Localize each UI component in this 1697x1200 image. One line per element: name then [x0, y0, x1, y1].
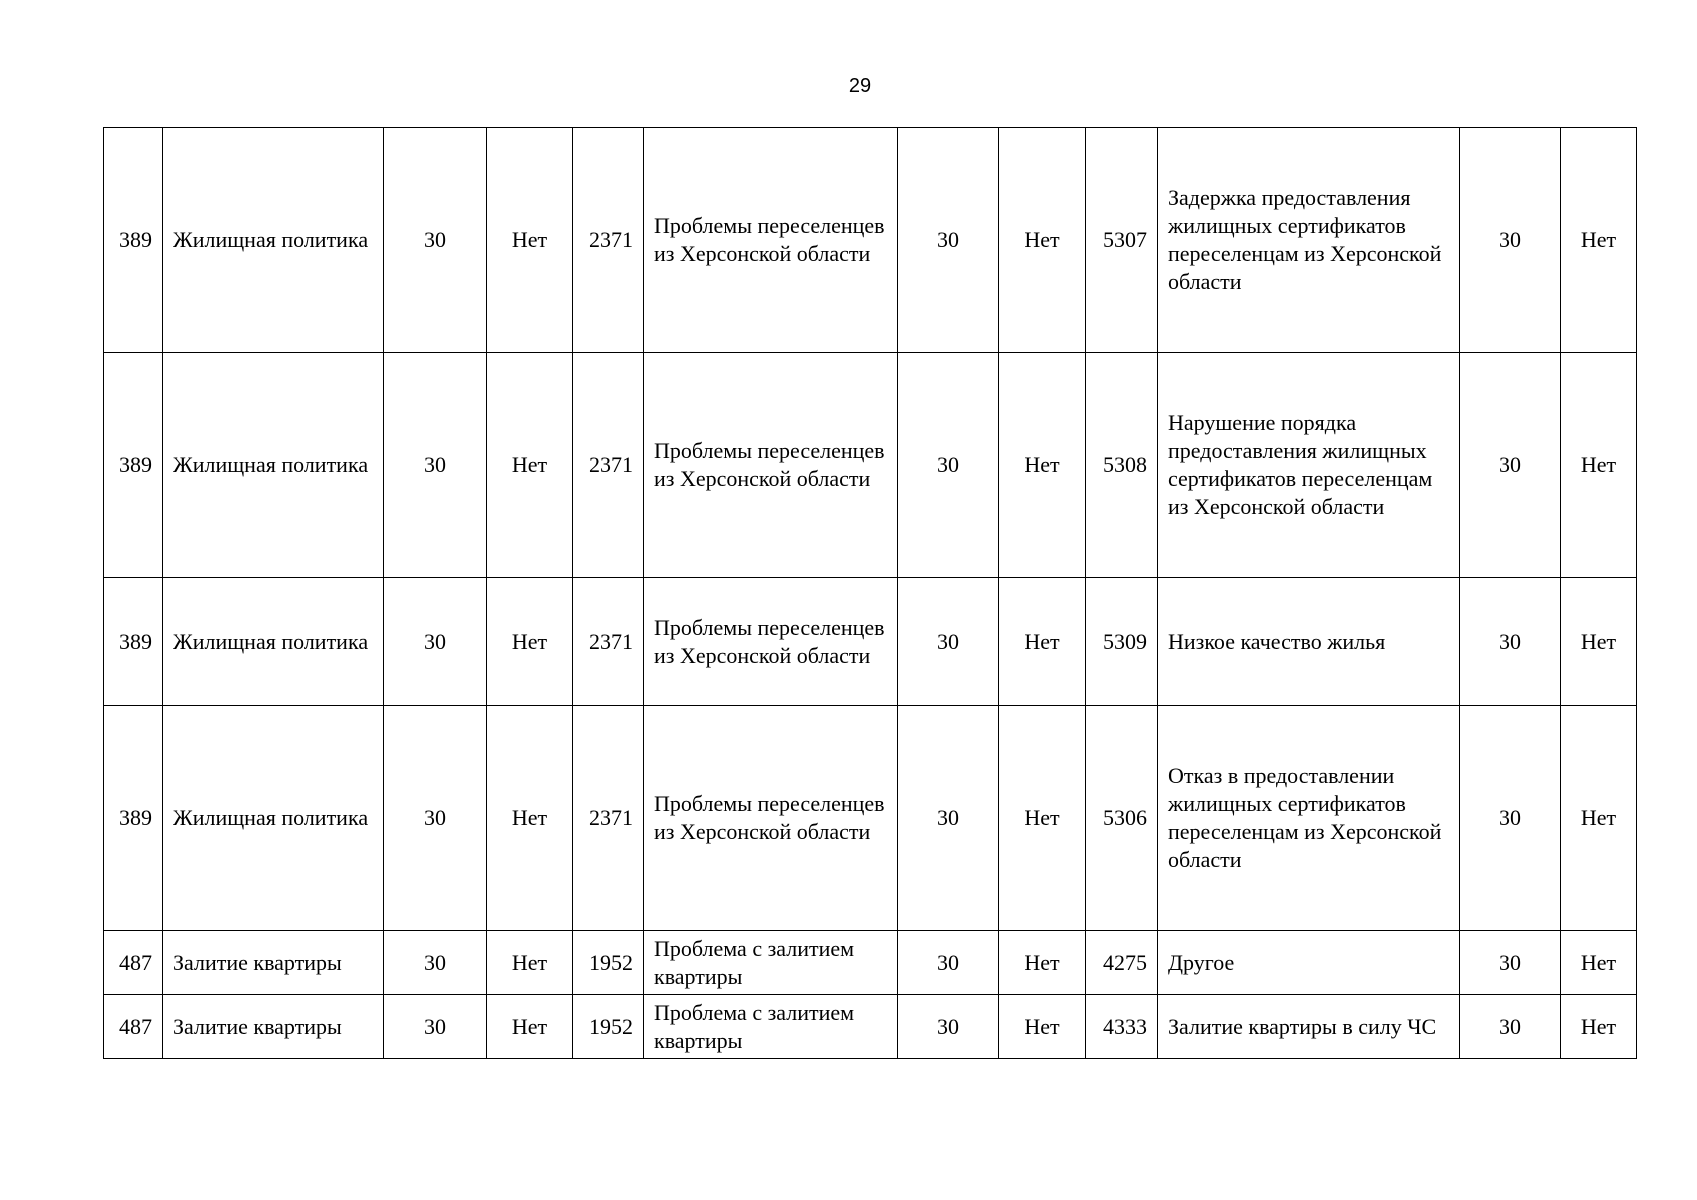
- theme-name-cell: Жилищная политика: [163, 128, 384, 353]
- question-days-cell: 30: [898, 578, 999, 706]
- theme-flag-cell: Нет: [487, 578, 573, 706]
- theme-code-cell: 389: [104, 578, 163, 706]
- question-name-cell: Проблемы переселенцев из Херсонской области: [644, 706, 898, 931]
- page-number: 29: [848, 75, 872, 97]
- subquestion-name-cell: Отказ в предоставлении жилищных сертификатов переселенцам из Херсонской области: [1158, 706, 1460, 931]
- theme-flag-cell: Нет: [487, 995, 573, 1059]
- subquestion-days-cell: 30: [1460, 128, 1561, 353]
- question-code-cell: 1952: [573, 931, 644, 995]
- question-name-cell: Проблемы переселенцев из Херсонской области: [644, 353, 898, 578]
- question-flag-cell: Нет: [999, 995, 1086, 1059]
- theme-name-cell: Залитие квартиры: [163, 995, 384, 1059]
- subquestion-days-cell: 30: [1460, 353, 1561, 578]
- subquestion-code-cell: 5309: [1086, 578, 1158, 706]
- subquestion-flag-cell: Нет: [1561, 578, 1637, 706]
- theme-days-cell: 30: [384, 706, 487, 931]
- theme-days-cell: 30: [384, 995, 487, 1059]
- theme-flag-cell: Нет: [487, 706, 573, 931]
- subquestion-days-cell: 30: [1460, 995, 1561, 1059]
- theme-flag-cell: Нет: [487, 931, 573, 995]
- question-days-cell: 30: [898, 931, 999, 995]
- subquestion-name-cell: Залитие квартиры в силу ЧС: [1158, 995, 1460, 1059]
- question-flag-cell: Нет: [999, 353, 1086, 578]
- subquestion-flag-cell: Нет: [1561, 995, 1637, 1059]
- subquestion-name-cell: Задержка предоставления жилищных сертификатов переселенцам из Херсонской области: [1158, 128, 1460, 353]
- subquestion-days-cell: 30: [1460, 578, 1561, 706]
- question-name-cell: Проблемы переселенцев из Херсонской области: [644, 128, 898, 353]
- table-row: [104, 995, 1637, 1059]
- question-days-cell: 30: [898, 995, 999, 1059]
- question-days-cell: 30: [898, 128, 999, 353]
- subquestion-name-cell: Другое: [1158, 931, 1460, 995]
- theme-name-cell: Жилищная политика: [163, 353, 384, 578]
- question-days-cell: 30: [898, 353, 999, 578]
- question-code-cell: 2371: [573, 128, 644, 353]
- subquestion-days-cell: 30: [1460, 706, 1561, 931]
- subquestion-days-cell: 30: [1460, 931, 1561, 995]
- theme-days-cell: 30: [384, 353, 487, 578]
- theme-code-cell: 389: [104, 706, 163, 931]
- table-row: [104, 706, 1637, 931]
- question-flag-cell: Нет: [999, 706, 1086, 931]
- question-code-cell: 2371: [573, 353, 644, 578]
- question-name-cell: Проблема с залитием квартиры: [644, 995, 898, 1059]
- theme-name-cell: Залитие квартиры: [163, 931, 384, 995]
- subquestion-flag-cell: Нет: [1561, 353, 1637, 578]
- theme-days-cell: 30: [384, 931, 487, 995]
- question-flag-cell: Нет: [999, 128, 1086, 353]
- subquestion-flag-cell: Нет: [1561, 931, 1637, 995]
- subquestion-name-cell: Низкое качество жилья: [1158, 578, 1460, 706]
- theme-code-cell: 389: [104, 353, 163, 578]
- subquestion-code-cell: 4275: [1086, 931, 1158, 995]
- question-name-cell: Проблема с залитием квартиры: [644, 931, 898, 995]
- subquestion-code-cell: 5306: [1086, 706, 1158, 931]
- theme-flag-cell: Нет: [487, 128, 573, 353]
- subquestion-code-cell: 4333: [1086, 995, 1158, 1059]
- theme-name-cell: Жилищная политика: [163, 706, 384, 931]
- theme-days-cell: 30: [384, 128, 487, 353]
- theme-days-cell: 30: [384, 578, 487, 706]
- table-row: [104, 931, 1637, 995]
- question-days-cell: 30: [898, 706, 999, 931]
- question-code-cell: 2371: [573, 706, 644, 931]
- theme-code-cell: 389: [104, 128, 163, 353]
- table-row: [104, 353, 1637, 578]
- theme-flag-cell: Нет: [487, 353, 573, 578]
- subquestion-flag-cell: Нет: [1561, 706, 1637, 931]
- question-code-cell: 2371: [573, 578, 644, 706]
- question-name-cell: Проблемы переселенцев из Херсонской области: [644, 578, 898, 706]
- theme-name-cell: Жилищная политика: [163, 578, 384, 706]
- question-flag-cell: Нет: [999, 578, 1086, 706]
- theme-code-cell: 487: [104, 931, 163, 995]
- table-row: [104, 128, 1637, 353]
- subquestion-flag-cell: Нет: [1561, 128, 1637, 353]
- table-row: [104, 578, 1637, 706]
- theme-code-cell: 487: [104, 995, 163, 1059]
- subquestion-name-cell: Нарушение порядка предоставления жилищных сертификатов переселенцам из Херсонской области: [1158, 353, 1460, 578]
- subquestion-code-cell: 5307: [1086, 128, 1158, 353]
- question-code-cell: 1952: [573, 995, 644, 1059]
- subquestion-code-cell: 5308: [1086, 353, 1158, 578]
- classifier-table: [103, 127, 1637, 1059]
- question-flag-cell: Нет: [999, 931, 1086, 995]
